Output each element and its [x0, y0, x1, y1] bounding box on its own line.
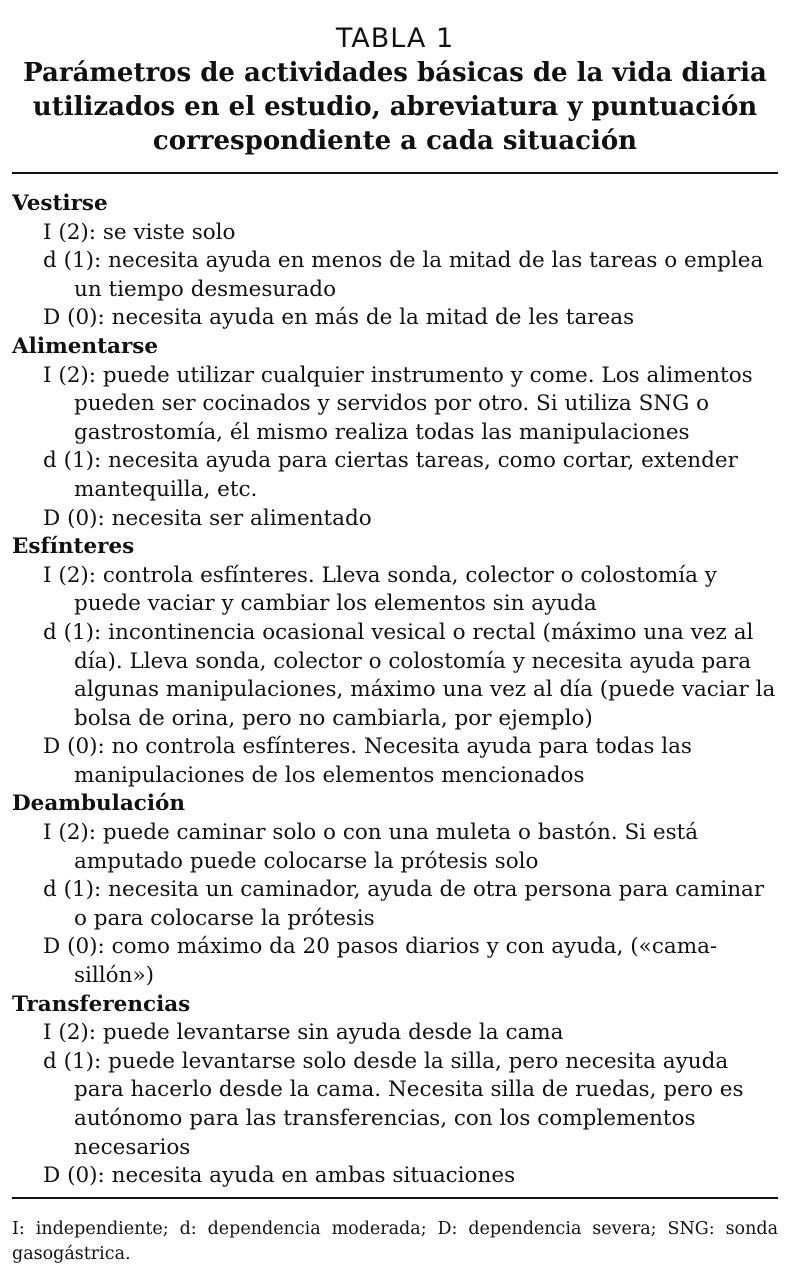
section-title: Deambulación: [12, 791, 185, 817]
table-footnote: I: independiente; d: dependencia moderada; D: dependencia severa; SNG: sonda gasogástrica.: [12, 1218, 778, 1264]
section-entry: I (2): puede levantarse sin ayuda desde la cama: [43, 1020, 564, 1046]
section-title: Vestirse: [12, 191, 108, 216]
table-body: [12, 174, 778, 1197]
section-entry: D (0): necesita ser alimentado: [43, 505, 372, 531]
section-title: Transferencias: [12, 991, 191, 1017]
table-title: Parámetros de actividades básicas de la vida diaria utilizados en el estudio, abreviatura y puntuación correspondiente a cada situación: [23, 58, 767, 156]
section-title: Esfínteres: [12, 534, 135, 560]
table-label: TABLA 1: [335, 23, 455, 54]
section-entry: d (1): necesita ayuda en menos de la mitad de las tareas o emplea un tiempo desmesurado: [43, 248, 764, 302]
section-entry: D (0): necesita ayuda en más de la mitad de les tareas: [43, 305, 635, 331]
bottom-rule: [12, 1197, 778, 1199]
section-entry: D (0): como máximo da 20 pasos diarios y con ayuda, («cama-sillón»): [43, 934, 718, 989]
table-document: [12, 22, 778, 1267]
section-entry: d (1): incontinencia ocasional vesical o rectal (máximo una vez al día). Lleva sonda, colector o colostomía y necesita ayuda para algunas manipulaciones, máximo una vez al día (puede vaciar la bolsa de orina, pero no cambiarla, por ejemplo): [43, 619, 776, 731]
section-entry: D (0): necesita ayuda en ambas situaciones: [43, 1163, 516, 1189]
section-entry: I (2): controla esfínteres. Lleva sonda, colector o colostomía y puede vaciar y cambiar los elementos sin ayuda: [43, 562, 717, 617]
section-entry: d (1): puede levantarse solo desde la silla, pero necesita ayuda para hacerlo desde la cama. Necesita silla de ruedas, pero es autónomo para las transferencias, con los complementos necesarios: [43, 1048, 744, 1160]
section-entry: d (1): necesita ayuda para ciertas tareas, como cortar, extender mantequilla, etc.: [43, 448, 738, 502]
section-entry: I (2): se viste solo: [43, 219, 236, 245]
section-entry: I (2): puede utilizar cualquier instrumento y come. Los alimentos pueden ser cocinados y servidos por otro. Si utiliza SNG o gastrostomía, él mismo realiza todas las manipulaciones: [43, 362, 753, 445]
section-entry: I (2): puede caminar solo o con una muleta o bastón. Si está amputado puede colocarse la prótesis solo: [43, 820, 699, 874]
section-entry: D (0): no controla esfínteres. Necesita ayuda para todas las manipulaciones de los elementos mencionados: [43, 734, 692, 788]
section-title: Alimentarse: [12, 333, 159, 359]
section-entry: d (1): necesita un caminador, ayuda de otra persona para caminar o para colocarse la prótesis: [43, 877, 765, 931]
